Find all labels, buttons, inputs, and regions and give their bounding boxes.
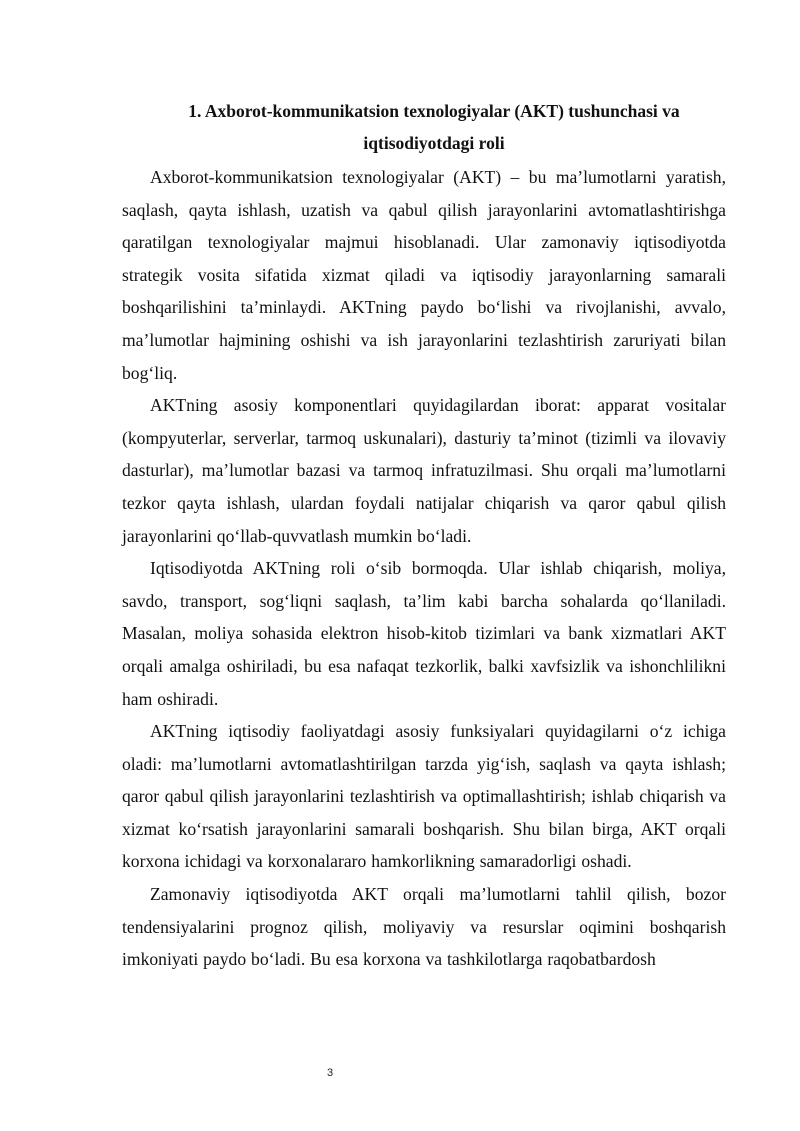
paragraph-1: Axborot-kommunikatsion texnologiyalar (AKT) – bu ma’lumotlarni yaratish, saqlash, qayta ishlash, uzatish va qabul qilish jarayonlarini avtomatlashtirishga qaratilgan texnologiyalar majmui hisoblanadi. Ular zamonaviy iqtisodiyotda strategik vosita sifatida xizmat qiladi va iqtisodiy jarayonlarning samarali boshqarilishini ta’minlaydi. AKTning paydo bo‘lishi va rivojlanishi, avvalo, ma’lumotlar hajmining oshishi va ish jarayonlarini tezlashtirish zaruriyati bilan bog‘liq.: [122, 167, 726, 383]
paragraph-5: Zamonaviy iqtisodiyotda AKT orqali ma’lumotlarni tahlil qilish, bozor tendensiyalarini prognoz qilish, moliyaviy va resurslar oqimini boshqarish imkoniyati paydo bo‘ladi. Bu esa korxona va tashkilotlarga raqobatbardosh: [122, 884, 726, 970]
page-content: [122, 95, 726, 976]
section-title: 1. Axborot-kommunikatsion texnologiyalar (AKT) tushunchasi va iqtisodiyotdagi roli: [188, 101, 680, 153]
paragraph-3: Iqtisodiyotda AKTning roli o‘sib bormoqda. Ular ishlab chiqarish, moliya, savdo, transport, sog‘liqni saqlash, ta’lim kabi barcha sohalarda qo‘llaniladi. Masalan, moliya sohasida elektron hisob-kitob tizimlari va bank xizmatlari AKT orqali amalga oshiriladi, bu esa nafaqat tezkorlik, balki xavfsizlik va ishonchlilikni ham oshiradi.: [122, 558, 726, 709]
paragraph-4: AKTning iqtisodiy faoliyatdagi asosiy funksiyalari quyidagilarni o‘z ichiga oladi: ma’lumotlarni avtomatlashtirilgan tarzda yig‘ish, saqlash va qayta ishlash; qaror qabul qilish jarayonlarini tezlashtirish va optimallashtirish; ishlab chiqarish va xizmat ko‘rsatish jarayonlarini samarali boshqarish. Shu bilan birga, AKT orqali korxona ichidagi va korxonalararo hamkorlikning samaradorligi oshadi.: [122, 721, 726, 872]
page-number: 3: [326, 1067, 334, 1079]
paragraph-2: AKTning asosiy komponentlari quyidagilardan iborat: apparat vositalar (kompyuterlar, serverlar, tarmoq uskunalari), dasturiy ta’minot (tizimli va ilovaviy dasturlar), ma’lumotlar bazasi va tarmoq infratuzilmasi. Shu orqali ma’lumotlarni tezkor qayta ishlash, ulardan foydali natijalar chiqarish va qaror qabul qilish jarayonlarini qo‘llab-quvvatlash mumkin bo‘ladi.: [122, 395, 726, 546]
